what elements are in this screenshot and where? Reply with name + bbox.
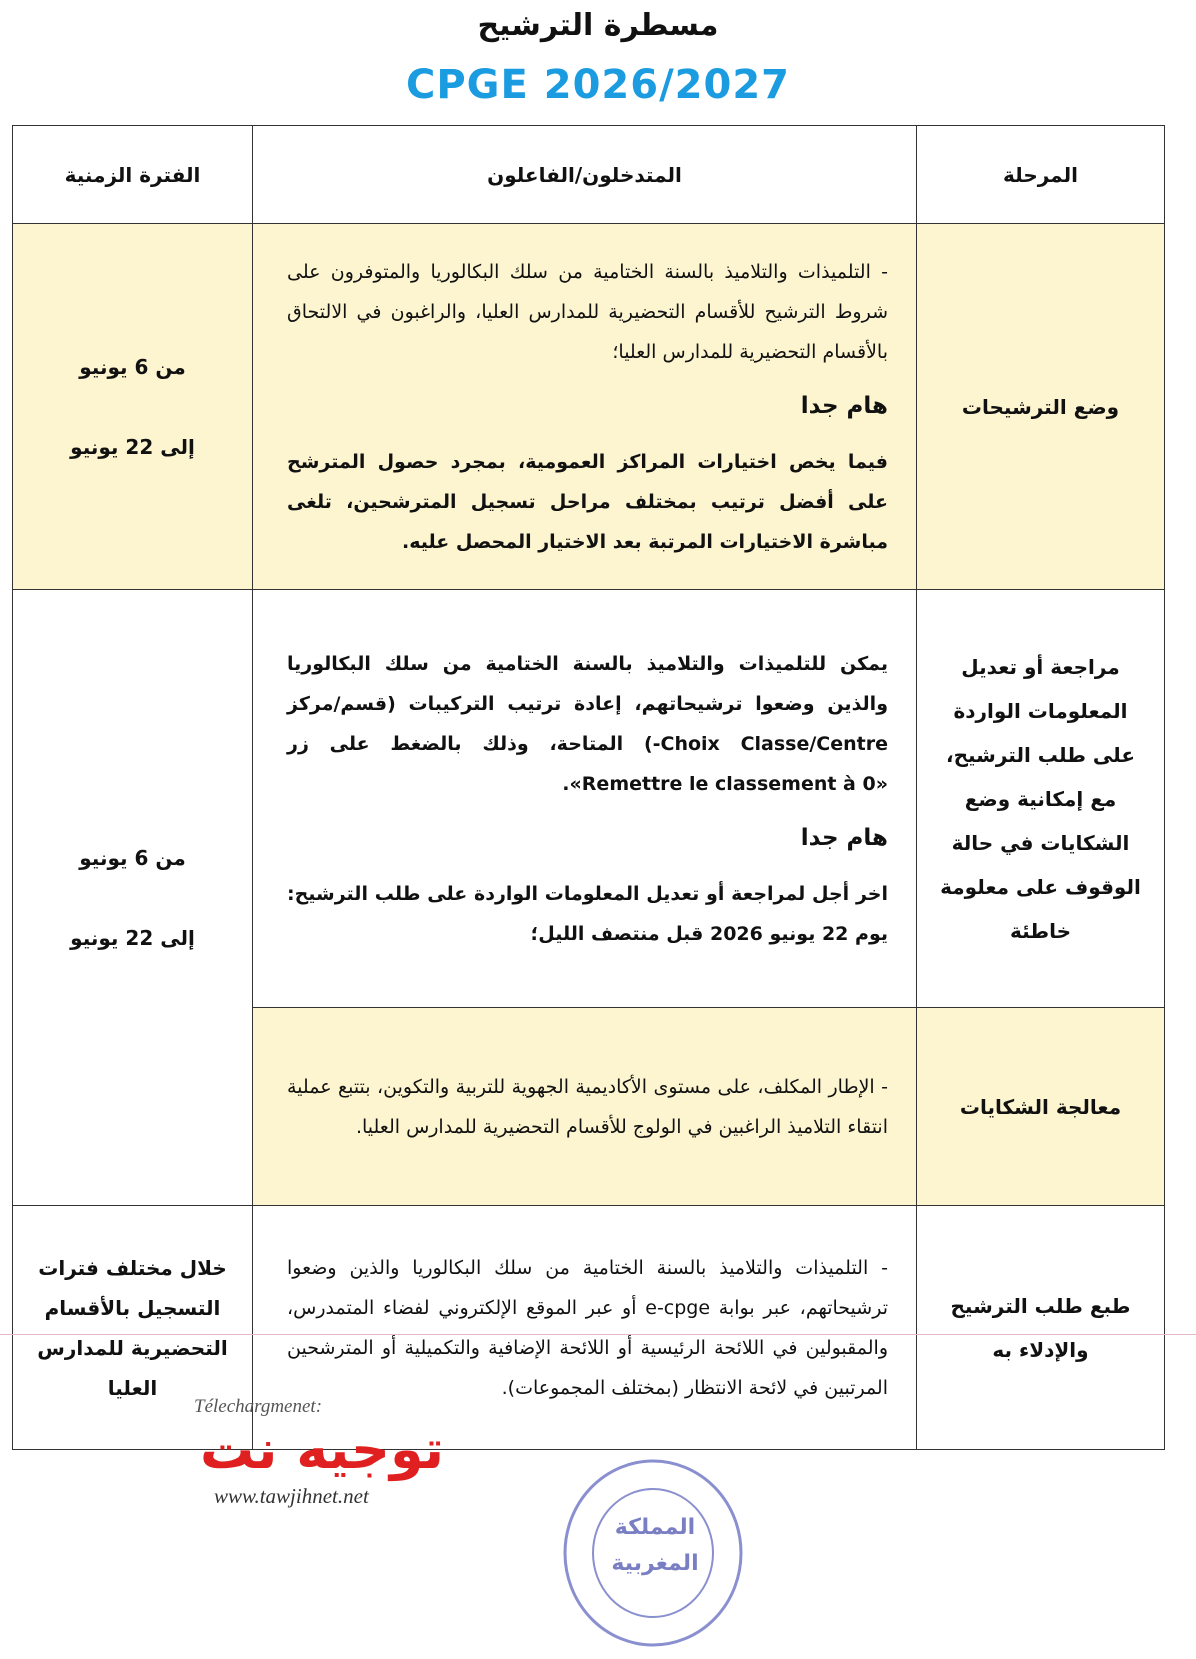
period-from: من 6 يونيو <box>79 845 186 870</box>
period-to: إلى 22 يونيو <box>70 925 195 950</box>
table-row <box>13 224 1165 590</box>
actors-text: - التلميذات والتلاميذ بالسنة الختامية من سلك البكالوريا والذين وضعوا ترشيحاتهم، عبر بوابة e-cpge أو عبر الموقع الإلكتروني لفضاء المتمدرس، والمقبولين في اللائحة الرئيسية أو اللائحة الإضافية والتكميلية أو المترشحين المرتبين في لائحة الانتظار (بمختلف المجموعات). <box>287 1256 888 1399</box>
actors-cell <box>253 1008 917 1206</box>
stage-cell: معالجة الشكايات <box>917 1008 1165 1206</box>
period-cell: خلال مختلف فترات التسجيل بالأقسام التحضيرية للمدارس العليا <box>13 1206 253 1450</box>
period-cell <box>13 590 253 1206</box>
important-label: هام جدا <box>800 824 888 851</box>
actors-cell <box>253 224 917 590</box>
column-header-stage: المرحلة <box>917 126 1165 224</box>
schedule-table <box>12 125 1165 1450</box>
column-header-actors: المتدخلون/الفاعلون <box>253 126 917 224</box>
page-title: مسطرة الترشيح <box>477 8 719 43</box>
stage-cell: وضع الترشيحات <box>917 224 1165 590</box>
actors-cell <box>253 590 917 1008</box>
stage-cell: طبع طلب الترشيح والإدلاء به <box>917 1206 1165 1450</box>
actors-text: - الإطار المكلف، على مستوى الأكاديمية الجهوية للتربية والتكوين، بتتبع عملية انتقاء التلاميذ الراغبين في الولوج للأقسام التحضيرية للمدارس العليا. <box>287 1075 888 1138</box>
actors-text: يمكن للتلميذات والتلاميذ بالسنة الختامية من سلك البكالوريا والذين وضعوا ترشيحاتهم، إعادة ترتيب التركيبات (قسم/مركز Choix Classe/Centre-) المتاحة، وذلك بالضغط على زر «Remettre le classement à 0». <box>287 652 888 795</box>
site-url: www.tawjihnet.net <box>214 1484 369 1508</box>
watermark-label: Télechargmenet: <box>194 1396 323 1417</box>
schedule-table-container <box>12 125 1164 1450</box>
note-text: فيما يخص اختيارات المراكز العمومية، بمجرد حصول المترشح على أفضل ترتيب بمختلف مراحل تسجيل المترشحين، تلغى مباشرة الاختيارات المرتبة بعد الاختيار المحصل عليه. <box>287 450 888 553</box>
note-text: اخر أجل لمراجعة أو تعديل المعلومات الواردة على طلب الترشيح: يوم 22 يونيو 2026 قبل منتصف الليل؛ <box>287 882 888 945</box>
divider-line <box>0 1334 1196 1335</box>
column-header-period: الفترة الزمنية <box>13 126 253 224</box>
page-subtitle: CPGE 2026/2027 <box>405 62 791 108</box>
seal-line: المملكة <box>614 1515 696 1540</box>
table-row <box>13 590 1165 1008</box>
seal-text <box>600 1510 710 1582</box>
period-from: من 6 يونيو <box>79 354 186 379</box>
table-row <box>13 1206 1165 1450</box>
table-header-row <box>13 126 1165 224</box>
period-to: إلى 22 يونيو <box>70 434 195 459</box>
period-cell <box>13 224 253 590</box>
actors-text: - التلميذات والتلاميذ بالسنة الختامية من سلك البكالوريا والمتوفرون على شروط الترشيح للأقسام التحضيرية للمدارس العليا، والراغبون في الالتحاق بالأقسام التحضيرية للمدارس العليا؛ <box>287 260 888 363</box>
site-logo: توجيه نت <box>200 1418 445 1481</box>
stage-cell: مراجعة أو تعديل المعلومات الواردة على طلب الترشيح، مع إمكانية وضع الشكايات في حالة الوقوف على معلومة خاطئة <box>917 590 1165 1008</box>
seal-line: المغربية <box>611 1551 699 1576</box>
important-label: هام جدا <box>800 392 888 419</box>
actors-cell <box>253 1206 917 1450</box>
